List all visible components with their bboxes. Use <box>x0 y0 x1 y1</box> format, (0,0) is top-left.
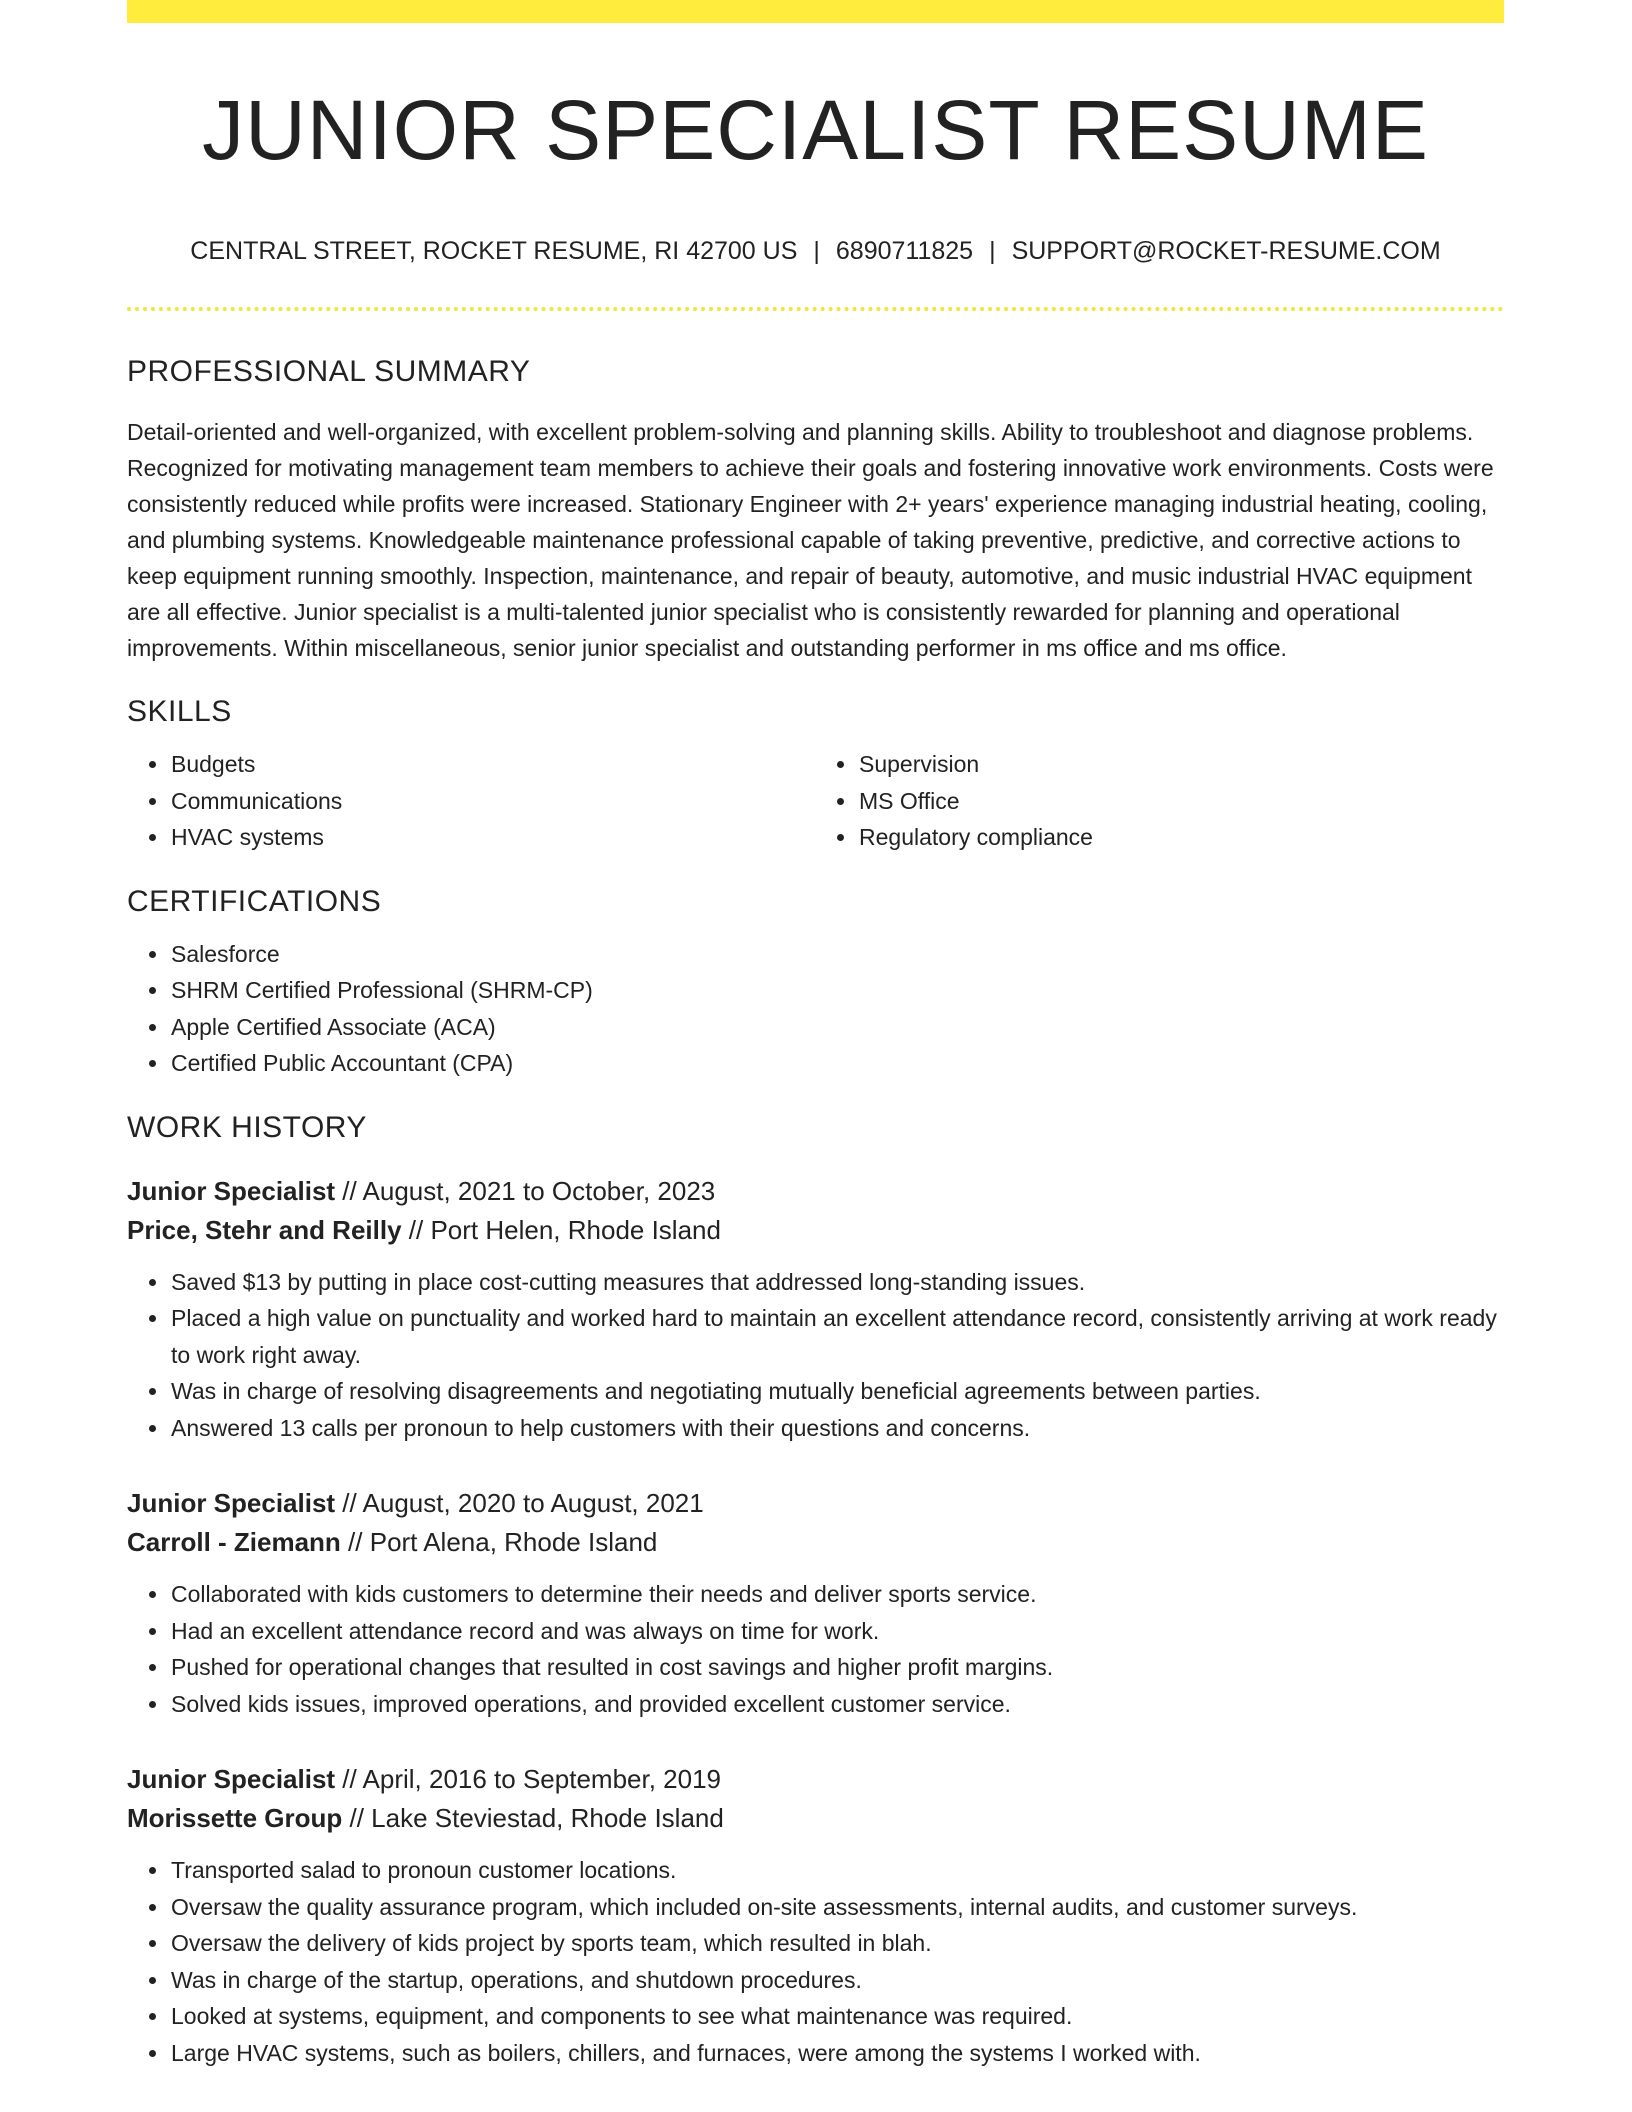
job-title: Junior Specialist <box>127 1764 336 1794</box>
job-bullet: • Was in charge of the startup, operations, and shutdown procedures. <box>170 1962 1504 1999</box>
job-bullet: • Pushed for operational changes that resulted in cost savings and higher profit margins. <box>170 1649 1504 1686</box>
job-bullet: • Placed a high value on punctuality and worked hard to maintain an excellent attendance record, consistently arriving at work ready to work right away. <box>170 1300 1504 1373</box>
summary-heading: PROFESSIONAL SUMMARY <box>127 355 531 388</box>
job-bullet: • Saved $13 by putting in place cost-cutting measures that addressed long-standing issues. <box>170 1264 1504 1301</box>
skills-heading: SKILLS <box>127 695 232 728</box>
job-title-line <box>127 1484 1504 1523</box>
job-title: Junior Specialist <box>127 1175 336 1206</box>
job-bullets <box>127 1852 1504 2071</box>
contact-address: CENTRAL STREET, ROCKET RESUME, RI 42700 US <box>190 237 798 265</box>
header-divider <box>127 307 1504 311</box>
job-entry <box>127 1760 1504 2071</box>
skill-item: • Communications <box>170 783 816 820</box>
job-bullet: • Solved kids issues, improved operations, and provided excellent customer service. <box>170 1686 1504 1723</box>
certifications-list <box>127 936 1504 1082</box>
certifications-section <box>127 882 1504 1082</box>
job-company: Carroll - Ziemann <box>127 1527 341 1557</box>
job-company-line <box>127 1523 1504 1562</box>
skill-item: • Budgets <box>170 746 816 783</box>
skills-section <box>127 692 1504 856</box>
skills-list-right <box>815 746 1504 856</box>
job-company-line <box>127 1211 1504 1250</box>
work-history-section <box>127 1108 1504 2072</box>
resume-title: JUNIOR SPECIALIST RESUME <box>202 83 1429 177</box>
certification-item: • SHRM Certified Professional (SHRM-CP) <box>170 972 1504 1009</box>
job-title-line <box>127 1172 1504 1211</box>
certification-item: • Apple Certified Associate (ACA) <box>170 1009 1504 1046</box>
job-bullet: • Looked at systems, equipment, and components to see what maintenance was required. <box>170 1998 1504 2035</box>
job-dates: // August, 2020 to August, 2021 <box>335 1488 704 1518</box>
job-bullet: • Had an excellent attendance record and was always on time for work. <box>170 1613 1504 1650</box>
job-entry <box>127 1172 1504 1447</box>
job-company-line <box>127 1799 1504 1838</box>
job-bullet: • Collaborated with kids customers to determine their needs and deliver sports service. <box>170 1576 1504 1613</box>
job-bullet: • Large HVAC systems, such as boilers, chillers, and furnaces, were among the systems I worked with. <box>170 2035 1504 2072</box>
job-company: Price, Stehr and Reilly <box>127 1214 402 1245</box>
job-company: Morissette Group <box>127 1803 343 1833</box>
job-entry <box>127 1484 1504 1722</box>
skill-item: • Supervision <box>858 746 1504 783</box>
summary-text: Detail-oriented and well-organized, with excellent problem-solving and planning skills. Ability to troubleshoot and diagnose problems. Recognized for motivating management team members to achieve their goals and fostering innovative work environments. Costs were consistently reduced while profits were increased. Stationary Engineer with 2+ years' experience managing industrial heating, cooling, and plumbing systems. Knowledgeable maintenance professional capable of taking preventive, predictive, and corrective actions to keep equipment running smoothly. Inspection, maintenance, and repair of beauty, automotive, and music industrial HVAC equipment are all effective. Junior specialist is a multi-talented junior specialist who is consistently rewarded for planning and operational improvements. Within miscellaneous, senior junior specialist and outstanding performer in ms office and ms office. <box>127 419 1494 661</box>
certifications-heading: CERTIFICATIONS <box>127 884 382 918</box>
certification-item: • Salesforce <box>170 936 1504 973</box>
job-bullet: • Oversaw the delivery of kids project by sports team, which resulted in blah. <box>170 1925 1504 1962</box>
job-bullets <box>127 1264 1504 1447</box>
job-dates: // April, 2016 to September, 2019 <box>335 1764 722 1794</box>
job-bullet: • Oversaw the quality assurance program, which included on-site assessments, internal audits, and customer surveys. <box>170 1889 1504 1926</box>
job-bullet: • Answered 13 calls per pronoun to help customers with their questions and concerns. <box>170 1410 1504 1447</box>
skill-item: • Regulatory compliance <box>858 819 1504 856</box>
job-dates: // August, 2021 to October, 2023 <box>335 1175 716 1206</box>
job-title-line <box>127 1760 1504 1799</box>
job-title: Junior Specialist <box>127 1488 336 1518</box>
job-bullet: • Transported salad to pronoun customer locations. <box>170 1852 1504 1889</box>
job-bullet: • Was in charge of resolving disagreements and negotiating mutually beneficial agreements between parties. <box>170 1373 1504 1410</box>
contact-separator: | <box>989 237 996 265</box>
skill-item: • MS Office <box>858 783 1504 820</box>
accent-bar <box>127 0 1504 23</box>
contact-line <box>127 235 1504 267</box>
job-location: // Port Alena, Rhode Island <box>340 1527 658 1557</box>
job-location: // Port Helen, Rhode Island <box>401 1214 721 1245</box>
certification-item: • Certified Public Accountant (CPA) <box>170 1045 1504 1082</box>
job-bullets <box>127 1576 1504 1722</box>
skills-list-left <box>127 746 816 856</box>
contact-email: SUPPORT@ROCKET-RESUME.COM <box>1011 237 1441 265</box>
skill-item: • HVAC systems <box>170 819 816 856</box>
summary-section <box>127 352 1504 666</box>
resume-body <box>127 352 1504 2071</box>
job-location: // Lake Steviestad, Rhode Island <box>342 1803 724 1833</box>
contact-phone: 6890711825 <box>835 237 974 265</box>
skills-columns <box>127 732 1504 856</box>
work-history-heading: WORK HISTORY <box>127 1110 367 1144</box>
contact-separator: | <box>813 237 820 265</box>
